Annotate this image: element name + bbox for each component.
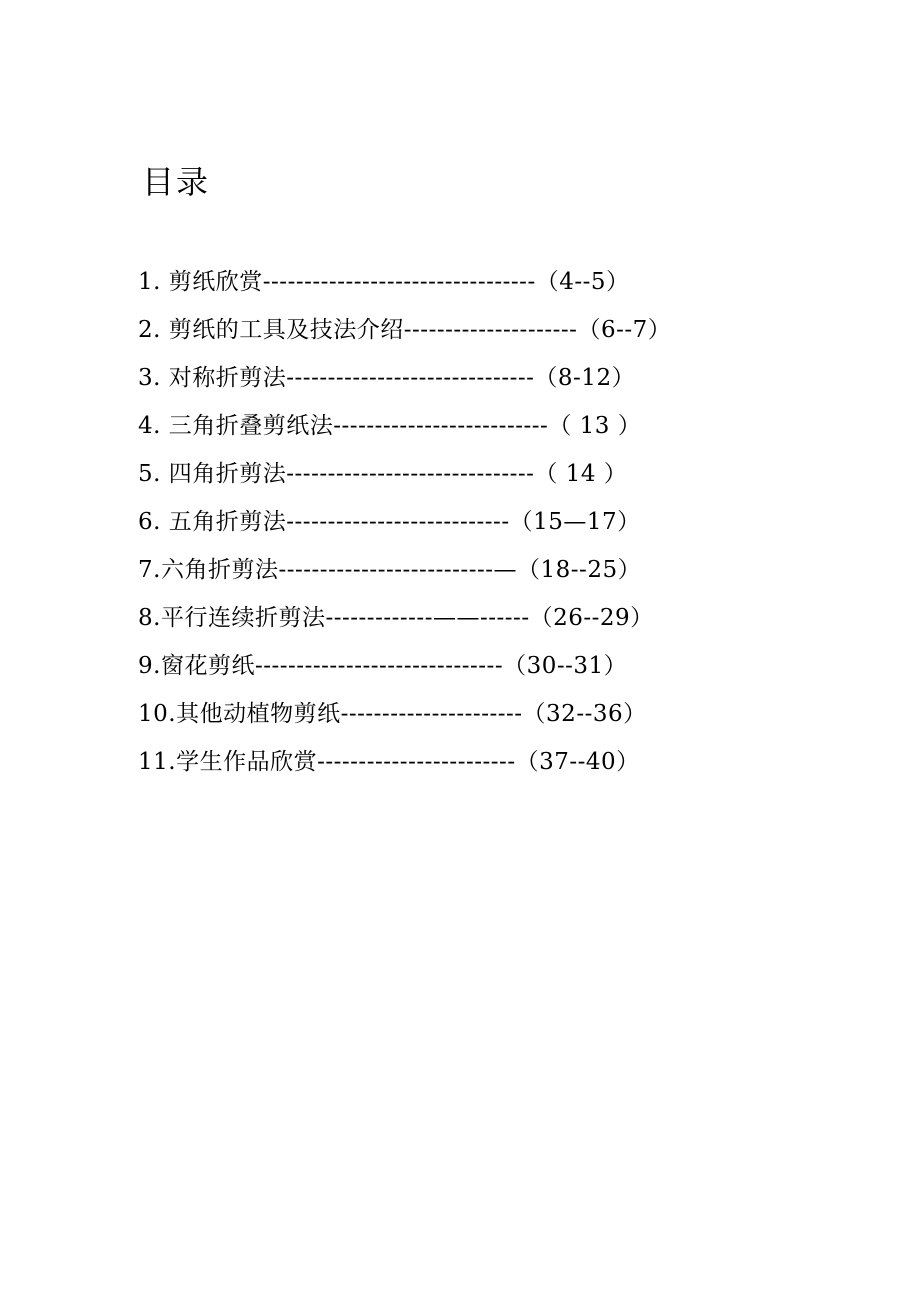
toc-entry-2 [138, 306, 794, 354]
toc-entry-text: 4. 三角折叠剪纸法--------------------------（ 13 ） [138, 413, 642, 439]
toc-entry-5 [138, 450, 794, 498]
toc-entry-3 [138, 354, 794, 402]
toc-entry-text: 11.学生作品欣赏------------------------（37--40） [138, 749, 640, 775]
toc-entry-text: 5. 四角折剪法------------------------------（ 14 ） [138, 461, 628, 487]
toc-entry-8 [138, 594, 794, 642]
toc-entry-text: 9.窗花剪纸------------------------------（30--31） [138, 653, 628, 679]
toc-entry-text: 8.平行连续折剪法-------------——------（26--29） [138, 605, 654, 631]
toc-entry-9 [138, 642, 794, 690]
toc-entry-text: 10.其他动植物剪纸----------------------（32--36） [138, 701, 647, 727]
toc-entry-10 [138, 690, 794, 738]
toc-entry-text: 2. 剪纸的工具及技法介绍---------------------（6--7） [138, 317, 672, 343]
page-title: 目录 [142, 163, 211, 201]
toc-entry-11 [138, 738, 794, 786]
toc-entry-text: 3. 对称折剪法------------------------------（8-12） [138, 365, 636, 391]
toc-entry-text: 6. 五角折剪法---------------------------（15—17） [138, 509, 641, 535]
toc-entry-6 [138, 498, 794, 546]
table-of-contents [138, 258, 794, 786]
toc-entry-4 [138, 402, 794, 450]
toc-entry-text: 1. 剪纸欣赏---------------------------------（4--5） [138, 269, 630, 295]
toc-entry-text: 7.六角折剪法--------------------------—（18--25） [138, 557, 642, 583]
toc-entry-7 [138, 546, 794, 594]
toc-entry-1 [138, 258, 794, 306]
